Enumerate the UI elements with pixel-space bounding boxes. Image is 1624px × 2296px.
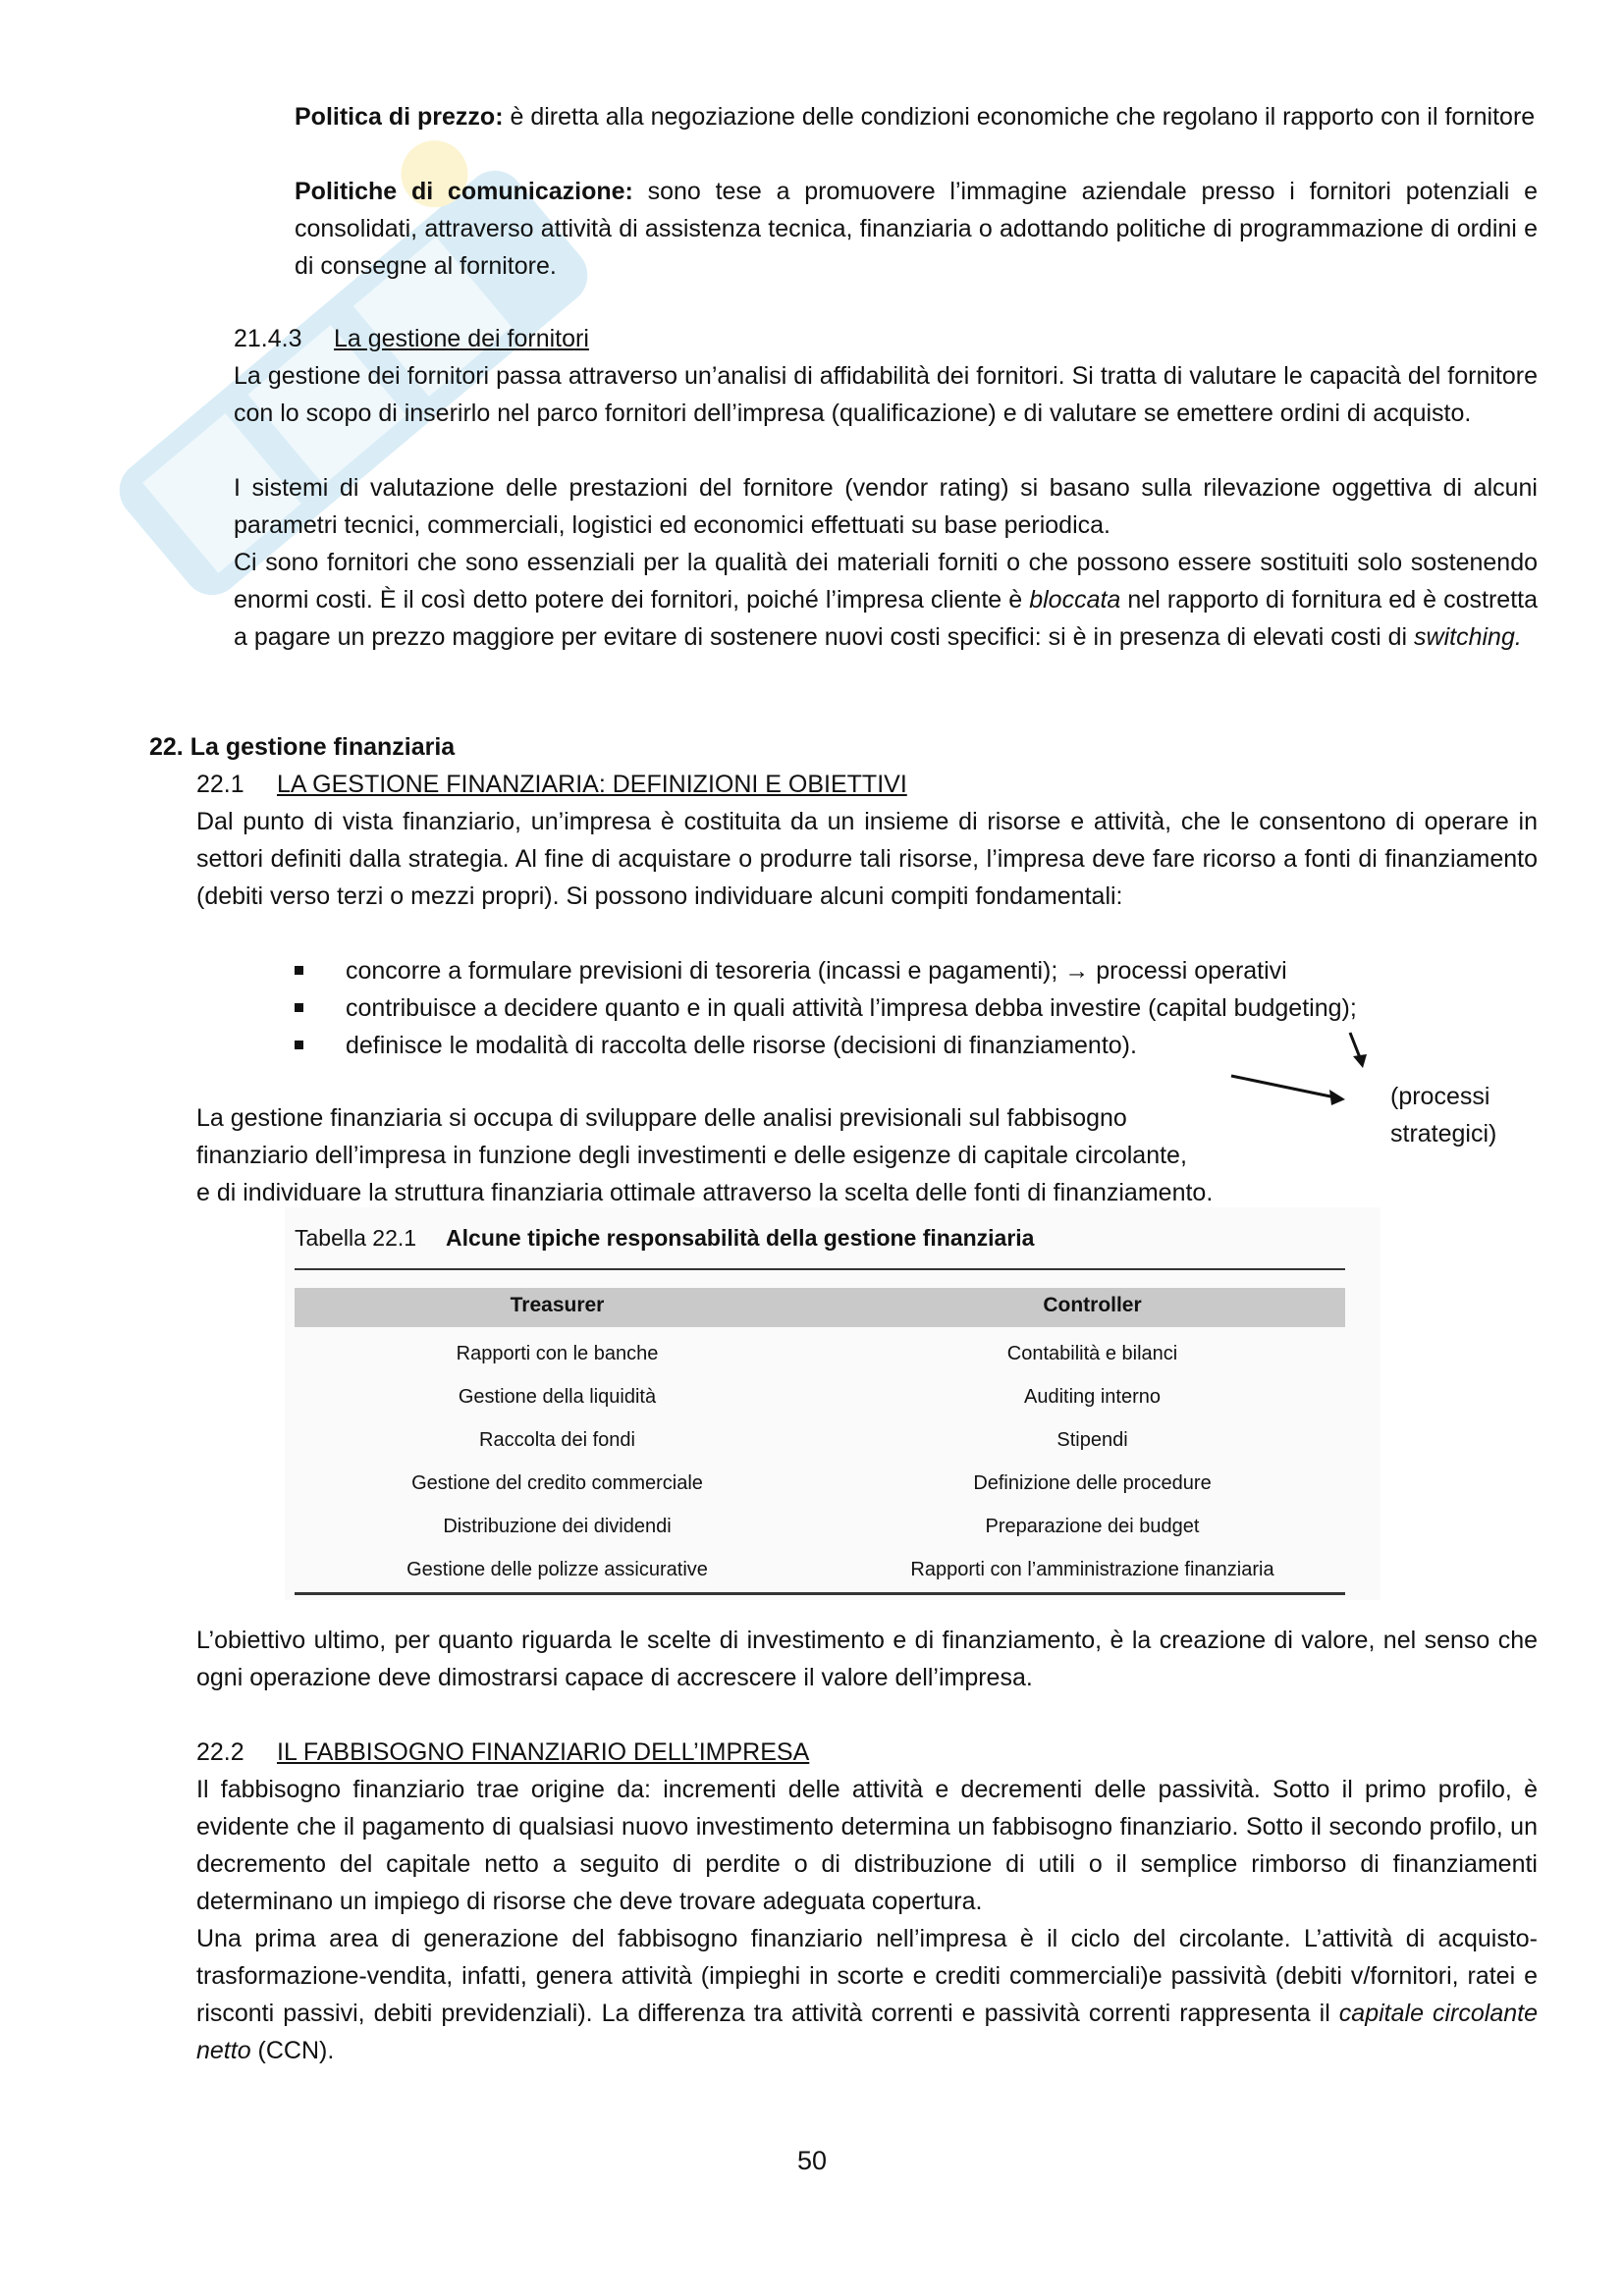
capitale-circolante-netto: capitale circolante netto [196,2000,1538,2064]
gestione-finanziaria-paragraph-2: La gestione finanziaria si occupa di sviluppare delle analisi previsionali sul fabbisogno finanziario dell’impresa in funzione degli investimenti e delle esigenze di capitale circolante, e di individuare la struttura finanziaria ottimale attraverso la scelta delle fonti di finanziamento. [196,1104,1214,1206]
fabbisogno-paragraph-2: Una prima area di generazione del fabbisogno finanziario nell’impresa è il ciclo del circolante. L’attività di acquisto-trasformazione-vendita, infatti, genera attività (impieghi in scorte e crediti commerciali)e passività (debiti v/fornitori, ratei e risconti passivi, debiti previdenziali). La differenza tra attività correnti e passività correnti rappresenta il capitale circolante netto (CCN). [196,1925,1538,2064]
table-cell: Distribuzione dei dividendi [443,1516,672,1537]
fornitori-paragraph-1: La gestione dei fornitori passa attraverso un’analisi di affidabilità dei fornitori. Si tratta di valutare le capacità del fornitore con lo scopo di inserirlo nel parco fornitori dell’impresa (qualificazione) e di valutare se emettere ordini di acquisto. [234,362,1538,427]
table-caption: Tabella 22.1 Alcune tipiche responsabilità della gestione finanziaria [295,1225,1035,1251]
section-number: 22.1 [196,771,244,798]
fabbisogno-paragraph-1: Il fabbisogno finanziario trae origine da: incrementi delle attività e decrementi delle passività. Sotto il primo profilo, è evidente che il pagamento di qualsiasi nuovo investimento determina un fabbisogno finanziario. Sotto il secondo profilo, un decremento del capitale netto a seguito di perdite o di distribuzione di utili o il semplice rimborso di finanziamenti determinano un impiego di risorse che deve trovare adeguata copertura. [196,1776,1538,1915]
fornitori-p3-b: nel rapporto di fornitura ed è costretta a pagare un prezzo maggiore per evitare di sostenere nuovi costi specifici: si è in presenza di elevati costi di [234,586,1539,651]
section-title: La gestione dei fornitori [334,325,589,352]
section-22-1-heading [196,766,907,803]
table-cell: Gestione delle polizze assicurative [406,1559,708,1580]
table-cell: Auditing interno [1024,1386,1161,1408]
table-22-1 [285,1207,1380,1600]
table-rule [295,1268,1345,1270]
fornitori-p3-a: Ci sono fornitori che sono essenziali per la qualità dei materiali forniti o che possono essere sostituiti solo sostenendo enormi costi. È il così detto potere dei fornitori, poiché l’impresa cliente è [234,549,1538,614]
table-cell: Rapporti con le banche [456,1343,659,1364]
section-22-2-heading [196,1734,809,1771]
fornitori-p3-italic-bloccata: bloccata [1029,586,1121,614]
politica-prezzo-label: Politica di prezzo: [295,103,504,131]
section-number: 21.4.3 [234,325,302,352]
politica-prezzo-text: è diretta alla negoziazione delle condizioni economiche che regolano il rapporto con il fornitore [503,103,1536,131]
politiche-comunicazione-text: sono tese a promuovere l’immagine aziendale presso i fornitori potenziali e consolidati, attraverso attività di assistenza tecnica, finanziaria o adottando politiche di programmazione di ordini e di consegne al fornitore. [295,178,1538,280]
fornitori-paragraph-3 [234,544,1538,656]
table-cell: Rapporti con l’amministrazione finanziaria [910,1559,1274,1580]
column-header-controller: Controller [1043,1294,1142,1316]
politica-prezzo-paragraph [295,98,1538,135]
table-header-row [295,1288,1345,1327]
chapter-22-heading: 22. La gestione finanziaria [149,733,456,761]
annotation-processi-strategici: (processi strategici) [1390,1083,1497,1148]
table-cell: Gestione della liquidità [458,1386,657,1408]
table-cell: Stipendi [1056,1429,1128,1451]
fornitori-p3-italic-switching: switching. [1414,623,1522,651]
obiettivo-paragraph: L’obiettivo ultimo, per quanto riguarda le scelte di investimento e di finanziamento, è la creazione di valore, nel senso che ogni operazione deve dimostrarsi capace di accrescere il valore dell’impresa. [196,1627,1538,1691]
bullet-icon [295,966,303,975]
table-cell: Raccolta dei fondi [479,1429,635,1451]
table-cell: Gestione del credito commerciale [411,1472,703,1494]
column-header-treasurer: Treasurer [510,1294,605,1316]
section-21-4-3-heading [234,320,589,357]
table-rule [295,1592,1345,1595]
section-number: 22.2 [196,1738,244,1766]
section-title: IL FABBISOGNO FINANZIARIO DELL’IMPRESA [277,1738,810,1766]
table-cell: Definizione delle procedure [973,1472,1212,1494]
fornitori-paragraph-2: I sistemi di valutazione delle prestazioni del fornitore (vendor rating) si basano sulla rilevazione oggettiva di alcuni parametri tecnici, commerciali, logistici ed economici effettuati su base periodica. [234,474,1538,539]
table-cell: Contabilità e bilanci [1006,1343,1178,1364]
bullet-icon [295,1003,303,1012]
arrow-icon [1227,1021,1384,1119]
bullet-icon [295,1041,303,1049]
gestione-finanziaria-paragraph-1: Dal punto di vista finanziario, un’impresa è costituita da un insieme di risorse e attività, che le consentono di operare in settori definiti dalla strategia. Al fine di acquistare o produrre tali risorse, l’impresa deve fare ricorso a fonti di finanziamento (debiti verso terzi o mezzi propri). Si possono individuare alcuni compiti fondamentali: [196,808,1538,910]
page-number: 50 [796,2146,828,2175]
table-cell: Preparazione dei budget [985,1516,1200,1537]
section-title: LA GESTIONE FINANZIARIA: DEFINIZIONI E OBIETTIVI [277,771,907,798]
document-page: Politica di prezzo: è diretta alla negoziazione delle condizioni economiche che regolano il rapporto con il fornitore Politiche di comunicazione: sono tese a promuovere l’immagine aziendale presso i fornitori potenziali e consolidati, attraverso attività di assistenza tecnica, finanziaria o adottando politiche di programmazione di ordini e di consegne al fornitore. 21.4.3 La gestione dei fornitori La gestione dei fornitori passa attraverso un’analisi di affidabilità dei fornitori. Si tratta di valutare le capacità del fornitore con lo scopo di inserirlo nel parco fornitori dell’impresa (qualificazione) e di valutare se emettere ordini di acquisto. I sistemi di valutazione delle prestazioni del fornitore (vendor rating) si basano sulla rilevazione oggettiva di alcuni parametri tecnici, commerciali, logistici ed economici effettuati su base periodica. Ci sono fornitori che sono essenziali per la qualità dei materiali forniti o che possono essere sostituiti solo sostenendo enormi costi. È il così detto potere dei fornitori, poiché l’impresa cliente è bloccata nel rapporto di fornitura ed è costretta a pagare un prezzo maggiore per evitare di sostenere nuovi costi specifici: si è in presenza di elevati costi di switching. 22. La gestione finanziaria 22.1 LA GESTIONE FINANZIARIA: DEFINIZIONI E OBIETTIVI Dal punto di vista finanziario, un’impresa è costituita da un insieme di risorse e attività, che le consentono di operare in settori definiti dalla strategia. Al fine di acquistare o produrre tali risorse, l’impresa deve fare ricorso a fonti di finanziamento (debiti verso terzi o mezzi propri). Si possono individuare alcuni compiti fondamentali: concorre a formulare previsioni di tesoreria (incassi e pagamenti); → processi operativi contribuisce a decidere quanto e in quali attività l’impresa debba investire (capital budgeting); definisce le modalità di raccolta delle risorse (decisioni di finanziamento). (processi strategici) La gestione finanziaria si occupa di sviluppare delle analisi previsionali sul fabbisogno finanziario dell’impresa in funzione degli investimenti e delle esigenze di capitale circolante, e di individuare la struttura finanziaria ottimale attraverso la scelta delle fonti di finanziamento. Tabella 22.1 Alcune tipiche responsabilità della gestione finanziaria Treasurer Controller Rapporti con le banche Contabilità e bilanci Gestione della liquidità Auditing interno Raccolta dei fondi Stipendi Gestione del credito commerciale Definizione delle procedure Distribuzione dei dividendi Preparazione dei budget Gestione delle polizze assicurative Rapporti con l’amministrazione finanziaria L’obiettivo ultimo, per quanto riguarda le scelte di investimento e di finanziamento, è la creazione di valore, nel senso che ogni operazione deve dimostrarsi capace di accrescere il valore dell’impresa. 22.2 IL FABBISOGNO FINANZIARIO DELL’IMPRESA Il fabbisogno finanziario trae origine da: incrementi delle attività e decrementi delle passività. Sotto il primo profilo, è evidente che il pagamento di qualsiasi nuovo investimento determina un fabbisogno finanziario. Sotto il secondo profilo, un decremento del capitale netto a seguito di perdite o di distribuzione di utili o il semplice rimborso di finanziamenti determinano un impiego di risorse che deve trovare adeguata copertura. Una prima area di generazione del fabbisogno finanziario nell’impresa è il ciclo del circolante. L’attività di acquisto-trasformazione-vendita, infatti, genera attività (impieghi in scorte e crediti commerciali)e passività (debiti v/fornitori, ratei e risconti passivi, debiti previdenziali). La differenza tra attività correnti e passività correnti rappresenta il capitale circolante netto (CCN). 50 [0,0,1624,2296]
politiche-comunicazione-paragraph [295,173,1538,285]
politiche-comunicazione-label: Politiche di comunicazione: [295,178,633,205]
